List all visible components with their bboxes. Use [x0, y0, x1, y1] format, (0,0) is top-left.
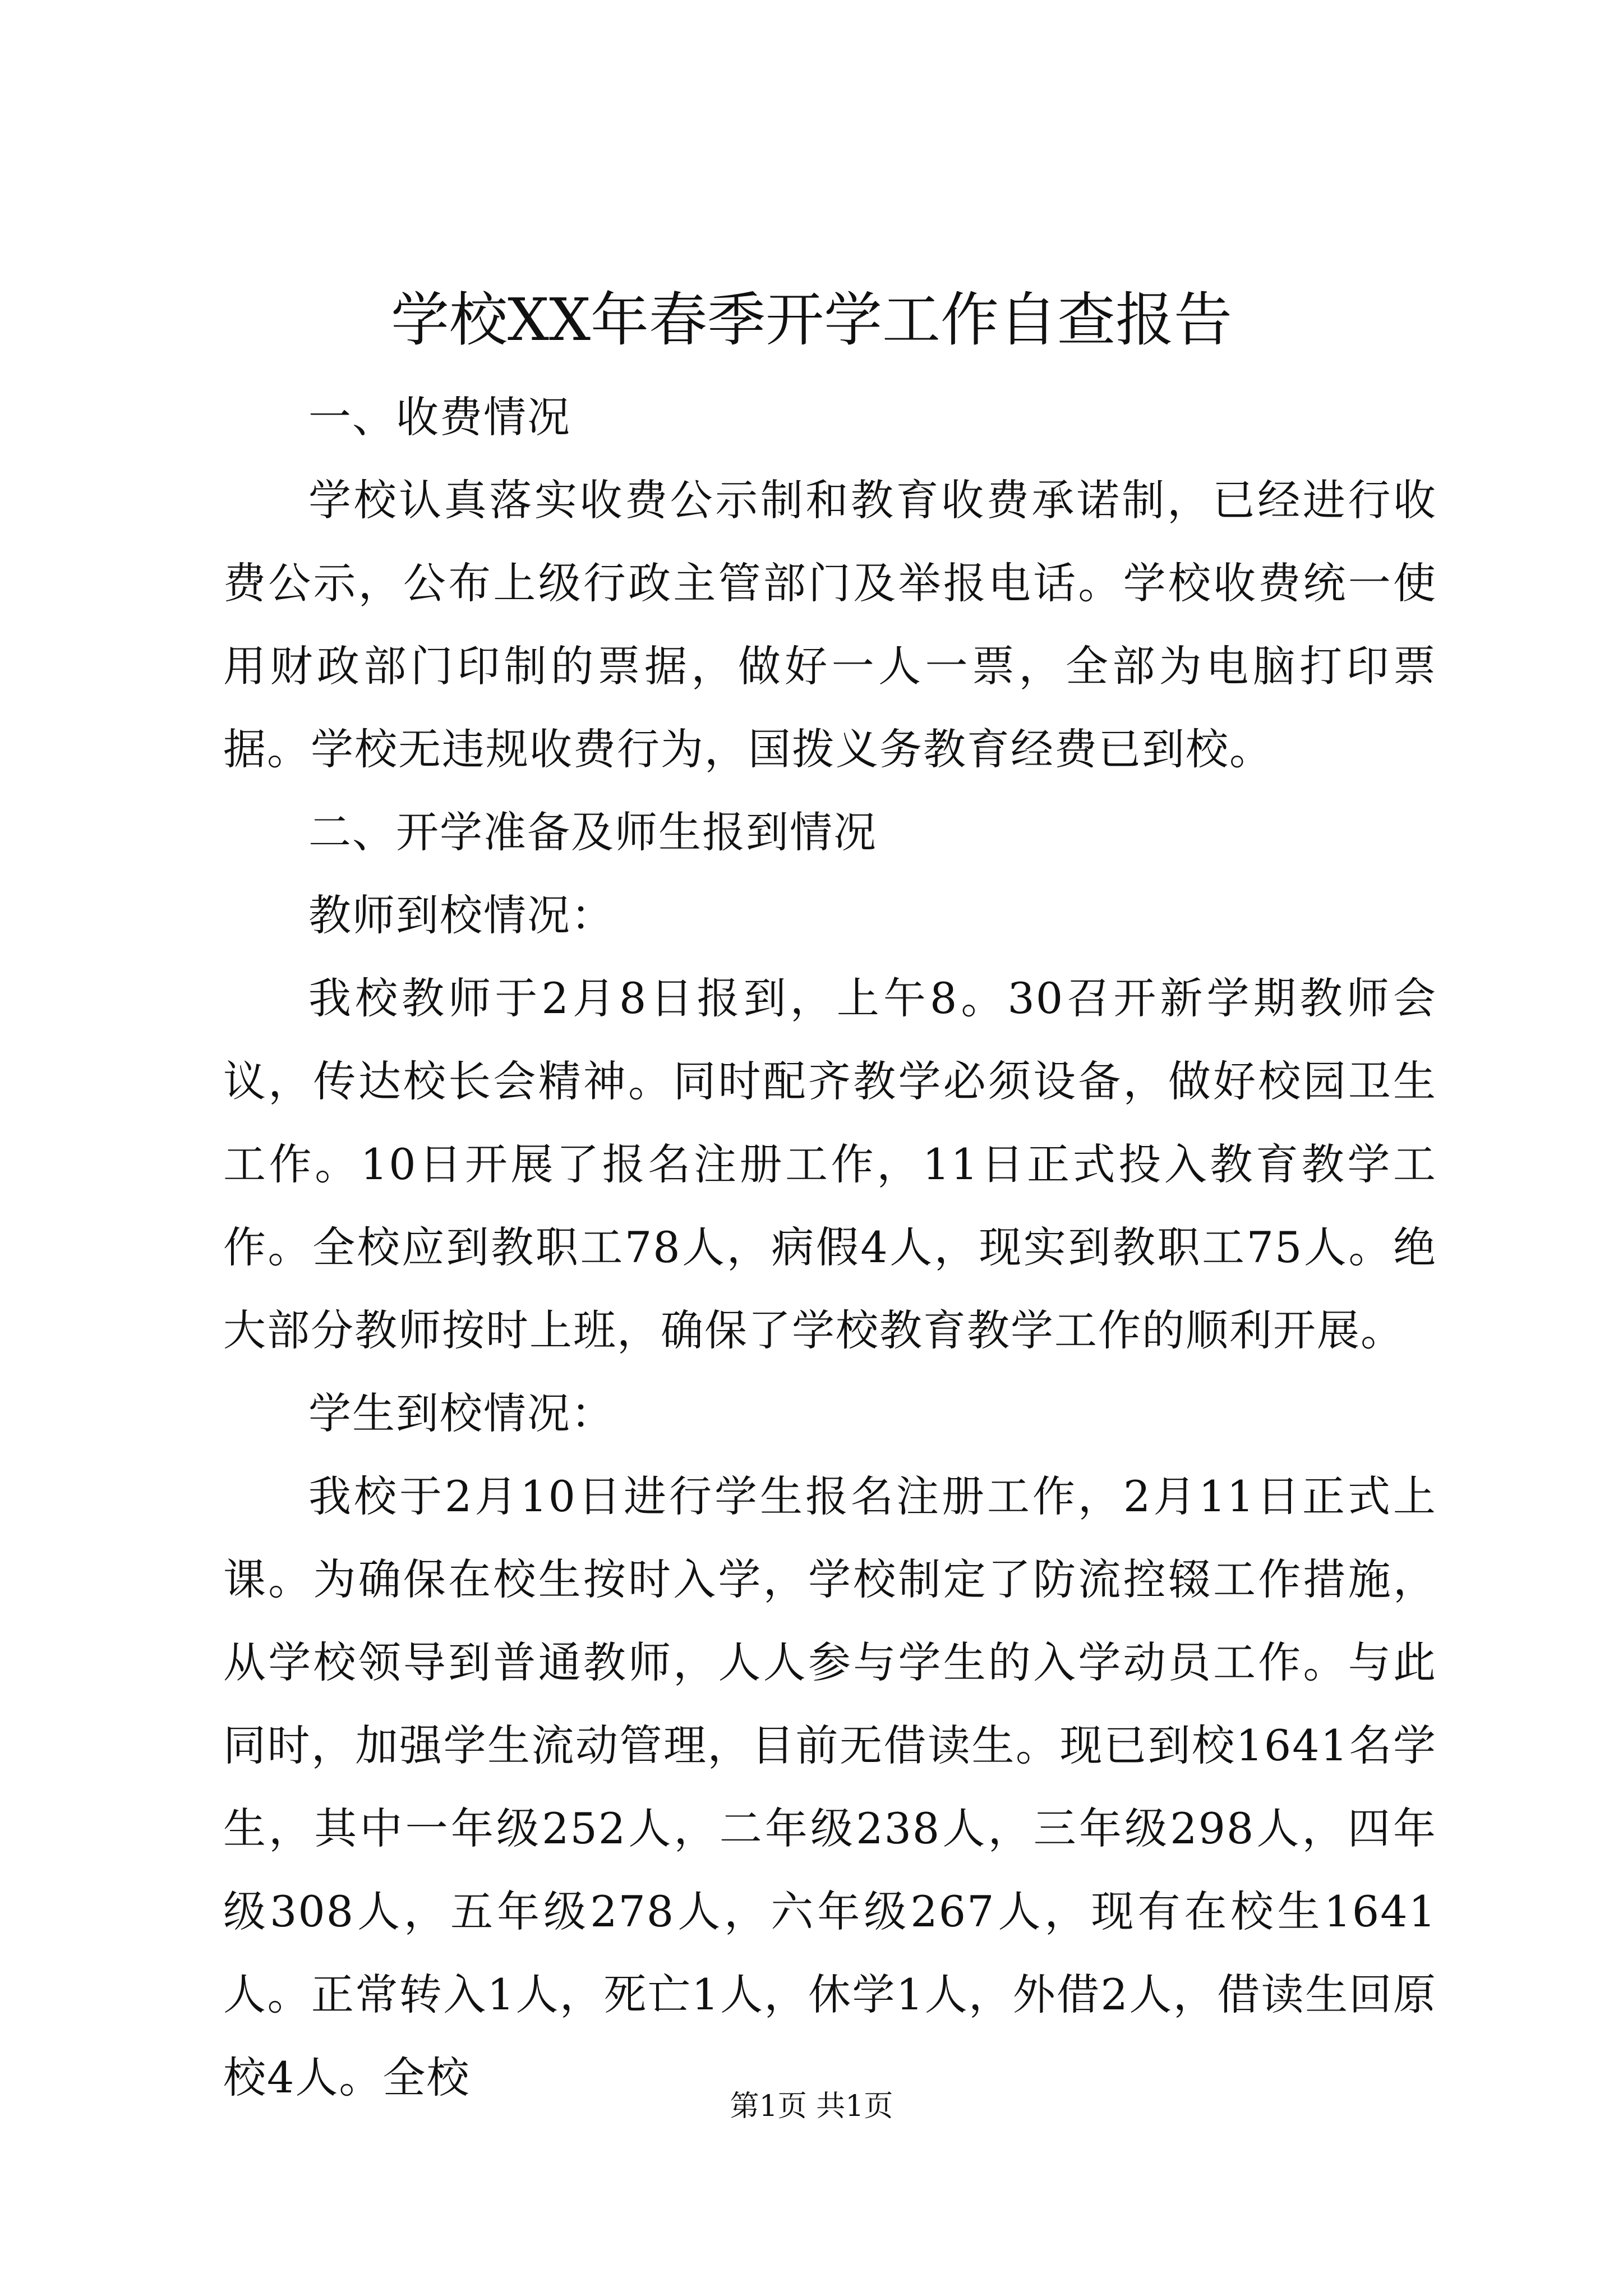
subheading-teachers: 教师到校情况： [308, 890, 615, 940]
document-body [223, 376, 1437, 2119]
section-heading-preparation: 二、开学准备及师生报到情况 [308, 807, 877, 857]
document-title: 学校XX年春季开学工作自查报告 [390, 286, 1233, 354]
section-heading-fees: 一、收费情况 [308, 392, 571, 442]
paragraph-students: 我校于2月10日进行学生报名注册工作，2月11日正式上课。为确保在校生按时入学，学校制定了防流控辍工作措施，从学校领导到普通教师，人人参与学生的入学动员工作。与此同时，加强学生流动管理，目前无借读生。现已到校1641名学生，其中一年级252人，二年级238人，三年级298人，四年级308人，五年级278人，六年级267人，现有在校生1641人。正常转入1人，死亡1人，休学1人，外借2人，借读生回原校4人。全校 [223, 1471, 1437, 2102]
subheading-students: 学生到校情况： [308, 1388, 615, 1438]
page-footer: 第1页 共1页 [730, 2090, 893, 2123]
paragraph-fees: 学校认真落实收费公示制和教育收费承诺制，已经进行收费公示，公布上级行政主管部门及举报电话。学校收费统一使用财政部门印制的票据，做好一人一票，全部为电脑打印票据。学校无违规收费行为，国拨义务教育经费已到校。 [223, 475, 1437, 774]
paragraph-teachers: 我校教师于2月8日报到，上午8。30召开新学期教师会议，传达校长会精神。同时配齐教学必须设备，做好校园卫生工作。10日开展了报名注册工作，11日正式投入教育教学工作。全校应到教职工78人，病假4人，现实到教职工75人。绝大部分教师按时上班，确保了学校教育教学工作的顺利开展。 [223, 973, 1437, 1355]
